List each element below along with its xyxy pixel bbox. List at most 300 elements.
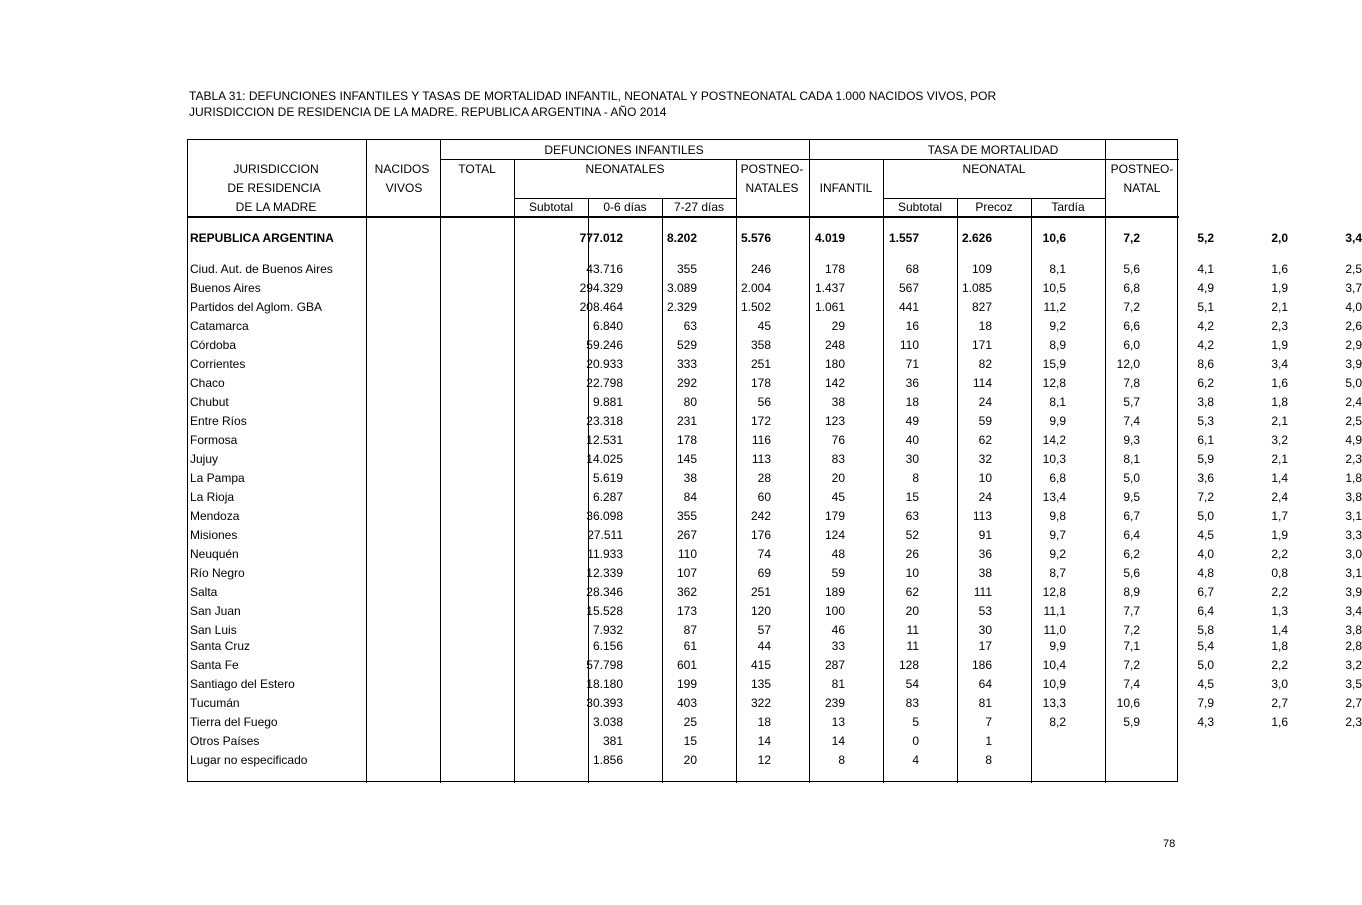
cell-postneonatales: 82 — [978, 357, 992, 371]
cell-total: 84 — [683, 490, 697, 504]
cell-subtotal: 358 — [750, 338, 771, 352]
cell-postneonatales: 38 — [978, 566, 992, 580]
cell-jurisdiccion: Santa Fe — [190, 658, 239, 672]
cell-0-6-dias: 124 — [824, 528, 845, 542]
cell-tasa-postneonatal: 2,3 — [1345, 715, 1362, 729]
cell-subtotal: 57 — [757, 623, 771, 637]
cell-tasa-precoz: 6,7 — [1197, 585, 1214, 599]
cell-subtotal: 176 — [750, 528, 771, 542]
cell-7-27-dias: 40 — [905, 433, 919, 447]
cell-nacidos-vivos: 27.511 — [587, 528, 623, 542]
cell-tasa-infantil: 6,8 — [1049, 471, 1066, 485]
cell-tasa-tardia: 2,1 — [1271, 300, 1288, 314]
cell-tasa-infantil: 9,7 — [1049, 528, 1066, 542]
header-jurisdiccion: JURISDICCION — [233, 162, 319, 176]
cell-tasa-postneonatal: 1,8 — [1345, 471, 1362, 485]
cell-tasa-neonatal-subtotal: 7,2 — [1123, 623, 1140, 637]
cell-7-27-dias: 16 — [905, 319, 919, 333]
cell-tasa-infantil: 8,2 — [1049, 715, 1066, 729]
cell-nacidos-vivos: 1.856 — [592, 753, 623, 767]
cell-0-6-dias: 76 — [831, 433, 845, 447]
cell-tasa-postneonatal: 2,7 — [1345, 696, 1362, 710]
cell-subtotal: 242 — [750, 509, 771, 523]
cell-tasa-tardia: 3,0 — [1271, 677, 1288, 691]
column-rule — [736, 198, 737, 783]
cell-tasa-precoz: 8,6 — [1197, 357, 1214, 371]
cell-tasa-precoz: 5,8 — [1197, 623, 1214, 637]
cell-7-27-dias: 52 — [905, 528, 919, 542]
cell-tasa-neonatal-subtotal: 5,6 — [1123, 262, 1140, 276]
cell-0-6-dias: 4.019 — [814, 231, 845, 245]
cell-postneonatales: 62 — [978, 433, 992, 447]
cell-tasa-precoz: 4,2 — [1197, 319, 1214, 333]
cell-tasa-neonatal-subtotal: 6,7 — [1123, 509, 1140, 523]
cell-subtotal: 120 — [750, 604, 771, 618]
cell-tasa-neonatal-subtotal: 6,4 — [1123, 528, 1140, 542]
cell-tasa-precoz: 5,9 — [1197, 452, 1214, 466]
cell-tasa-tardia: 1,8 — [1271, 639, 1288, 653]
cell-postneonatales: 53 — [978, 604, 992, 618]
cell-0-6-dias: 180 — [824, 357, 845, 371]
cell-tasa-tardia: 1,7 — [1271, 509, 1288, 523]
cell-tasa-neonatal-subtotal: 7,2 — [1123, 231, 1140, 245]
cell-0-6-dias: 45 — [831, 490, 845, 504]
column-rule — [736, 159, 737, 217]
cell-jurisdiccion: Formosa — [190, 433, 238, 447]
header-postneonatales: POSTNEO- — [740, 162, 804, 176]
cell-jurisdiccion: Salta — [190, 585, 218, 599]
cell-total: 80 — [683, 395, 697, 409]
cell-tasa-infantil: 8,1 — [1049, 395, 1066, 409]
cell-tasa-precoz: 5,0 — [1197, 658, 1214, 672]
cell-0-6-dias: 123 — [824, 414, 845, 428]
cell-total: 145 — [676, 452, 697, 466]
cell-0-6-dias: 248 — [824, 338, 845, 352]
header-7-27-dias: 7-27 días — [673, 200, 725, 214]
cell-jurisdiccion: Corrientes — [190, 357, 246, 371]
cell-total: 601 — [676, 658, 697, 672]
cell-tasa-precoz: 4,5 — [1197, 528, 1214, 542]
cell-nacidos-vivos: 28.346 — [586, 585, 623, 599]
cell-nacidos-vivos: 9.881 — [592, 395, 623, 409]
cell-postneonatales: 36 — [978, 547, 992, 561]
cell-subtotal: 56 — [757, 395, 771, 409]
cell-postneonatales: 32 — [978, 452, 992, 466]
cell-postneonatales: 171 — [971, 338, 992, 352]
cell-nacidos-vivos: 12.531 — [586, 433, 623, 447]
cell-7-27-dias: 26 — [905, 547, 919, 561]
cell-tasa-postneonatal: 3,4 — [1345, 604, 1362, 618]
cell-tasa-precoz: 6,4 — [1197, 604, 1214, 618]
cell-subtotal: 251 — [750, 585, 771, 599]
cell-tasa-precoz: 6,2 — [1197, 376, 1214, 390]
cell-jurisdiccion: Partidos del Aglom. GBA — [190, 300, 323, 314]
cell-0-6-dias: 20 — [831, 471, 845, 485]
cell-tasa-postneonatal: 3,5 — [1345, 677, 1362, 691]
cell-7-27-dias: 62 — [905, 585, 919, 599]
cell-nacidos-vivos: 57.798 — [586, 658, 623, 672]
cell-0-6-dias: 142 — [824, 376, 845, 390]
cell-tasa-infantil: 9,9 — [1049, 639, 1066, 653]
cell-tasa-tardia: 2,2 — [1271, 585, 1288, 599]
header-nacidos-vivos: VIVOS — [385, 181, 423, 195]
cell-tasa-postneonatal: 2,9 — [1345, 338, 1362, 352]
cell-jurisdiccion: Tierra del Fuego — [190, 715, 278, 729]
cell-jurisdiccion: Santa Cruz — [190, 639, 251, 653]
cell-tasa-precoz: 7,9 — [1197, 696, 1214, 710]
cell-tasa-tardia: 2,2 — [1271, 547, 1288, 561]
cell-total: 25 — [683, 715, 697, 729]
cell-tasa-precoz: 4,8 — [1197, 566, 1214, 580]
header-nacidos-vivos: NACIDOS — [374, 162, 430, 176]
cell-total: 362 — [676, 585, 697, 599]
cell-jurisdiccion: Catamarca — [190, 319, 249, 333]
cell-0-6-dias: 239 — [824, 696, 845, 710]
cell-postneonatales: 186 — [971, 658, 992, 672]
cell-0-6-dias: 48 — [831, 547, 845, 561]
cell-postneonatales: 8 — [985, 753, 992, 767]
cell-total: 38 — [683, 471, 697, 485]
cell-tasa-infantil: 10,4 — [1042, 658, 1066, 672]
cell-jurisdiccion: Jujuy — [190, 452, 219, 466]
cell-tasa-precoz: 4,5 — [1197, 677, 1214, 691]
cell-tasa-neonatal-subtotal: 7,4 — [1123, 677, 1140, 691]
cell-tasa-tardia: 1,6 — [1271, 262, 1288, 276]
cell-7-27-dias: 10 — [905, 566, 919, 580]
cell-total: 178 — [676, 433, 697, 447]
cell-tasa-tardia: 2,7 — [1271, 696, 1288, 710]
cell-total: 107 — [676, 566, 697, 580]
cell-total: 292 — [676, 376, 697, 390]
cell-subtotal: 2.004 — [740, 281, 771, 295]
cell-tasa-neonatal-subtotal: 6,0 — [1123, 338, 1140, 352]
cell-tasa-neonatal-subtotal: 7,7 — [1123, 604, 1140, 618]
cell-tasa-precoz: 4,3 — [1197, 715, 1214, 729]
cell-7-27-dias: 54 — [905, 677, 919, 691]
cell-0-6-dias: 179 — [824, 509, 845, 523]
cell-7-27-dias: 0 — [912, 734, 919, 748]
cell-tasa-infantil: 11,2 — [1043, 300, 1066, 314]
cell-nacidos-vivos: 6.840 — [592, 319, 623, 333]
cell-jurisdiccion: Buenos Aires — [190, 281, 261, 295]
cell-tasa-infantil: 12,8 — [1042, 585, 1066, 599]
cell-tasa-neonatal-subtotal: 7,1 — [1123, 639, 1140, 653]
cell-tasa-postneonatal: 4,9 — [1345, 433, 1362, 447]
cell-nacidos-vivos: 59.246 — [586, 338, 623, 352]
cell-nacidos-vivos: 7.932 — [592, 623, 623, 637]
cell-nacidos-vivos: 5.619 — [592, 471, 623, 485]
cell-7-27-dias: 49 — [905, 414, 919, 428]
cell-7-27-dias: 441 — [898, 300, 919, 314]
cell-tasa-tardia: 2,1 — [1271, 414, 1288, 428]
cell-0-6-dias: 178 — [824, 262, 845, 276]
cell-7-27-dias: 128 — [898, 658, 919, 672]
cell-tasa-postneonatal: 2,6 — [1345, 319, 1362, 333]
header-neonatales: NEONATALES — [585, 162, 665, 176]
cell-tasa-postneonatal: 3,0 — [1345, 547, 1362, 561]
cell-tasa-infantil: 10,9 — [1042, 677, 1066, 691]
column-rule — [1105, 140, 1106, 783]
cell-tasa-postneonatal: 3,7 — [1345, 281, 1362, 295]
cell-tasa-infantil: 13,3 — [1042, 696, 1066, 710]
cell-postneonatales: 827 — [971, 300, 992, 314]
cell-7-27-dias: 20 — [905, 604, 919, 618]
cell-tasa-postneonatal: 3,1 — [1345, 509, 1362, 523]
cell-7-27-dias: 11 — [906, 639, 919, 653]
cell-subtotal: 14 — [757, 734, 771, 748]
cell-jurisdiccion: Neuquén — [190, 547, 239, 561]
cell-tasa-tardia: 1,4 — [1271, 623, 1288, 637]
cell-nacidos-vivos: 381 — [602, 734, 623, 748]
header-postneonatal: NATAL — [1123, 181, 1161, 195]
column-rule — [809, 140, 810, 783]
cell-subtotal: 135 — [750, 677, 771, 691]
mortality-table — [187, 139, 1362, 782]
cell-total: 231 — [676, 414, 697, 428]
cell-total: 20 — [683, 753, 697, 767]
cell-total: 87 — [683, 623, 697, 637]
cell-7-27-dias: 1.557 — [888, 231, 919, 245]
cell-total: 529 — [676, 338, 697, 352]
cell-tasa-neonatal-subtotal: 6,6 — [1123, 319, 1140, 333]
cell-tasa-postneonatal: 3,2 — [1345, 658, 1362, 672]
header-total: TOTAL — [458, 162, 496, 176]
cell-postneonatales: 81 — [978, 696, 992, 710]
cell-0-6-dias: 1.437 — [814, 281, 845, 295]
cell-subtotal: 246 — [750, 262, 771, 276]
header-postneonatales: NATALES — [745, 181, 799, 195]
table-title — [189, 88, 1149, 120]
cell-tasa-postneonatal: 3,3 — [1345, 528, 1362, 542]
cell-subtotal: 18 — [757, 715, 771, 729]
cell-total: 3.089 — [666, 281, 697, 295]
cell-postneonatales: 109 — [971, 262, 992, 276]
cell-tasa-tardia: 1,9 — [1271, 281, 1288, 295]
header-rule — [440, 159, 1179, 160]
cell-0-6-dias: 14 — [831, 734, 845, 748]
cell-tasa-neonatal-subtotal: 5,6 — [1123, 566, 1140, 580]
cell-0-6-dias: 38 — [831, 395, 845, 409]
cell-total: 267 — [676, 528, 697, 542]
cell-tasa-precoz: 3,8 — [1197, 395, 1214, 409]
cell-postneonatales: 91 — [978, 528, 992, 542]
cell-tasa-postneonatal: 2,4 — [1345, 395, 1362, 409]
cell-tasa-neonatal-subtotal: 7,8 — [1123, 376, 1140, 390]
cell-7-27-dias: 68 — [905, 262, 919, 276]
cell-0-6-dias: 13 — [831, 715, 845, 729]
cell-jurisdiccion: Ciud. Aut. de Buenos Aires — [190, 262, 333, 276]
cell-tasa-postneonatal: 3,1 — [1345, 566, 1362, 580]
cell-tasa-infantil: 14,2 — [1042, 433, 1066, 447]
cell-7-27-dias: 567 — [898, 281, 919, 295]
cell-jurisdiccion: Misiones — [190, 528, 238, 542]
cell-tasa-postneonatal: 2,5 — [1345, 414, 1362, 428]
cell-postneonatales: 30 — [978, 623, 992, 637]
cell-7-27-dias: 8 — [912, 471, 919, 485]
cell-total: 355 — [676, 509, 697, 523]
cell-tasa-infantil: 9,8 — [1049, 509, 1066, 523]
cell-nacidos-vivos: 777.012 — [579, 231, 623, 245]
cell-0-6-dias: 100 — [824, 604, 845, 618]
cell-nacidos-vivos: 23.318 — [586, 414, 623, 428]
page-number: 78 — [1163, 838, 1176, 850]
cell-nacidos-vivos: 14.025 — [586, 452, 623, 466]
cell-tasa-postneonatal: 3,9 — [1345, 585, 1362, 599]
cell-postneonatales: 111 — [973, 585, 992, 599]
cell-total: 173 — [676, 604, 697, 618]
cell-subtotal: 113 — [751, 452, 771, 466]
cell-0-6-dias: 287 — [824, 658, 845, 672]
cell-jurisdiccion: San Luis — [190, 623, 237, 637]
cell-tasa-precoz: 5,0 — [1197, 509, 1214, 523]
cell-tasa-precoz: 7,2 — [1197, 490, 1214, 504]
cell-subtotal: 251 — [750, 357, 771, 371]
cell-nacidos-vivos: 30.393 — [586, 696, 623, 710]
cell-tasa-infantil: 15,9 — [1042, 357, 1066, 371]
cell-tasa-neonatal-subtotal: 5,9 — [1123, 715, 1140, 729]
column-rule — [883, 159, 884, 217]
cell-tasa-infantil: 11,1 — [1043, 604, 1066, 618]
cell-tasa-tardia: 2,1 — [1271, 452, 1288, 466]
cell-tasa-precoz: 6,1 — [1197, 433, 1214, 447]
cell-7-27-dias: 71 — [905, 357, 919, 371]
cell-tasa-tardia: 1,9 — [1271, 338, 1288, 352]
table-title-line-2: JURISDICCION DE RESIDENCIA DE LA MADRE. REPUBLICA ARGENTINA - AÑO 2014 — [189, 105, 667, 119]
header-neonatal: NEONATAL — [962, 162, 1026, 176]
column-rule — [514, 159, 515, 217]
cell-tasa-tardia: 2,4 — [1271, 490, 1288, 504]
cell-tasa-precoz: 4,9 — [1197, 281, 1214, 295]
cell-tasa-tardia: 2,3 — [1271, 319, 1288, 333]
cell-tasa-precoz: 5,2 — [1197, 231, 1214, 245]
cell-jurisdiccion: La Pampa — [190, 471, 245, 485]
cell-total: 110 — [677, 547, 697, 561]
cell-subtotal: 28 — [757, 471, 771, 485]
cell-postneonatales: 17 — [978, 639, 992, 653]
cell-tasa-postneonatal: 5,0 — [1345, 376, 1362, 390]
cell-7-27-dias: 15 — [905, 490, 919, 504]
cell-7-27-dias: 83 — [905, 696, 919, 710]
cell-jurisdiccion: Tucumán — [190, 696, 240, 710]
cell-jurisdiccion: REPUBLICA ARGENTINA — [190, 231, 334, 245]
cell-tasa-tardia: 1,8 — [1271, 395, 1288, 409]
header-tardia: Tardía — [1051, 200, 1085, 214]
cell-tasa-infantil: 9,2 — [1049, 547, 1066, 561]
cell-jurisdiccion: Río Negro — [190, 566, 245, 580]
cell-total: 63 — [683, 319, 697, 333]
cell-postneonatales: 7 — [985, 715, 992, 729]
cell-tasa-infantil: 9,9 — [1049, 414, 1066, 428]
cell-subtotal: 74 — [757, 547, 771, 561]
cell-nacidos-vivos: 6.287 — [592, 490, 623, 504]
cell-jurisdiccion: Chaco — [190, 376, 225, 390]
cell-nacidos-vivos: 12.339 — [586, 566, 623, 580]
cell-nacidos-vivos: 6.156 — [592, 639, 623, 653]
cell-jurisdiccion: Córdoba — [190, 338, 237, 352]
cell-nacidos-vivos: 36.098 — [586, 509, 623, 523]
cell-postneonatales: 113 — [972, 509, 992, 523]
cell-tasa-infantil: 10,5 — [1042, 281, 1066, 295]
cell-7-27-dias: 63 — [905, 509, 919, 523]
cell-tasa-precoz: 4,1 — [1197, 262, 1214, 276]
header-tasa-de-mortalidad: TASA DE MORTALIDAD — [927, 143, 1059, 157]
cell-tasa-postneonatal: 3,4 — [1345, 231, 1362, 245]
header-postneonatal: POSTNEO- — [1110, 162, 1174, 176]
cell-7-27-dias: 11 — [906, 623, 919, 637]
cell-tasa-precoz: 5,4 — [1197, 639, 1214, 653]
cell-postneonatales: 1 — [985, 734, 992, 748]
cell-jurisdiccion: Chubut — [190, 395, 229, 409]
cell-7-27-dias: 5 — [912, 715, 919, 729]
cell-tasa-precoz: 5,1 — [1197, 300, 1214, 314]
cell-nacidos-vivos: 22.798 — [586, 376, 623, 390]
cell-subtotal: 178 — [750, 376, 771, 390]
cell-0-6-dias: 8 — [838, 753, 845, 767]
cell-tasa-neonatal-subtotal: 8,9 — [1123, 585, 1140, 599]
cell-tasa-infantil: 8,1 — [1049, 262, 1066, 276]
header-jurisdiccion: DE RESIDENCIA — [227, 181, 321, 195]
cell-total: 333 — [676, 357, 697, 371]
cell-total: 403 — [676, 696, 697, 710]
header-0-6-dias: 0-6 días — [603, 200, 647, 214]
cell-tasa-neonatal-subtotal: 7,4 — [1123, 414, 1140, 428]
column-rule — [662, 198, 663, 783]
cell-tasa-neonatal-subtotal: 6,8 — [1123, 281, 1140, 295]
cell-subtotal: 69 — [757, 566, 771, 580]
cell-postneonatales: 64 — [978, 677, 992, 691]
cell-tasa-neonatal-subtotal: 10,6 — [1116, 696, 1140, 710]
cell-tasa-tardia: 3,4 — [1271, 357, 1288, 371]
header-rule — [514, 198, 736, 199]
cell-tasa-tardia: 1,6 — [1271, 376, 1288, 390]
cell-subtotal: 60 — [757, 490, 771, 504]
cell-0-6-dias: 33 — [831, 639, 845, 653]
header-rule — [883, 198, 1105, 199]
cell-nacidos-vivos: 3.038 — [592, 715, 623, 729]
cell-nacidos-vivos: 208.464 — [579, 300, 623, 314]
cell-tasa-postneonatal: 4,0 — [1345, 300, 1362, 314]
cell-7-27-dias: 36 — [905, 376, 919, 390]
cell-tasa-infantil: 11,0 — [1043, 623, 1066, 637]
cell-total: 355 — [676, 262, 697, 276]
cell-jurisdiccion: La Rioja — [190, 490, 235, 504]
column-rule — [440, 140, 441, 783]
cell-tasa-postneonatal: 3,9 — [1345, 357, 1362, 371]
cell-tasa-neonatal-subtotal: 9,3 — [1123, 433, 1140, 447]
cell-postneonatales: 24 — [978, 490, 992, 504]
cell-total: 199 — [676, 677, 697, 691]
cell-postneonatales: 24 — [978, 395, 992, 409]
cell-total: 61 — [683, 639, 697, 653]
cell-tasa-neonatal-subtotal: 12,0 — [1116, 357, 1140, 371]
cell-jurisdiccion: Otros Países — [190, 734, 260, 748]
cell-total: 15 — [683, 734, 697, 748]
cell-postneonatales: 114 — [972, 376, 992, 390]
cell-jurisdiccion: Entre Ríos — [190, 414, 247, 428]
cell-tasa-neonatal-subtotal: 5,0 — [1123, 471, 1140, 485]
cell-subtotal: 5.576 — [740, 231, 771, 245]
cell-tasa-infantil: 10,3 — [1042, 452, 1066, 466]
cell-subtotal: 44 — [757, 639, 771, 653]
cell-postneonatales: 59 — [978, 414, 992, 428]
cell-tasa-infantil: 9,2 — [1049, 319, 1066, 333]
cell-tasa-infantil: 10,6 — [1042, 231, 1066, 245]
cell-tasa-neonatal-subtotal: 9,5 — [1123, 490, 1140, 504]
header-infantil: INFANTIL — [819, 181, 873, 195]
cell-tasa-tardia: 1,3 — [1271, 604, 1288, 618]
cell-total: 2.329 — [666, 300, 697, 314]
cell-postneonatales: 10 — [978, 471, 992, 485]
